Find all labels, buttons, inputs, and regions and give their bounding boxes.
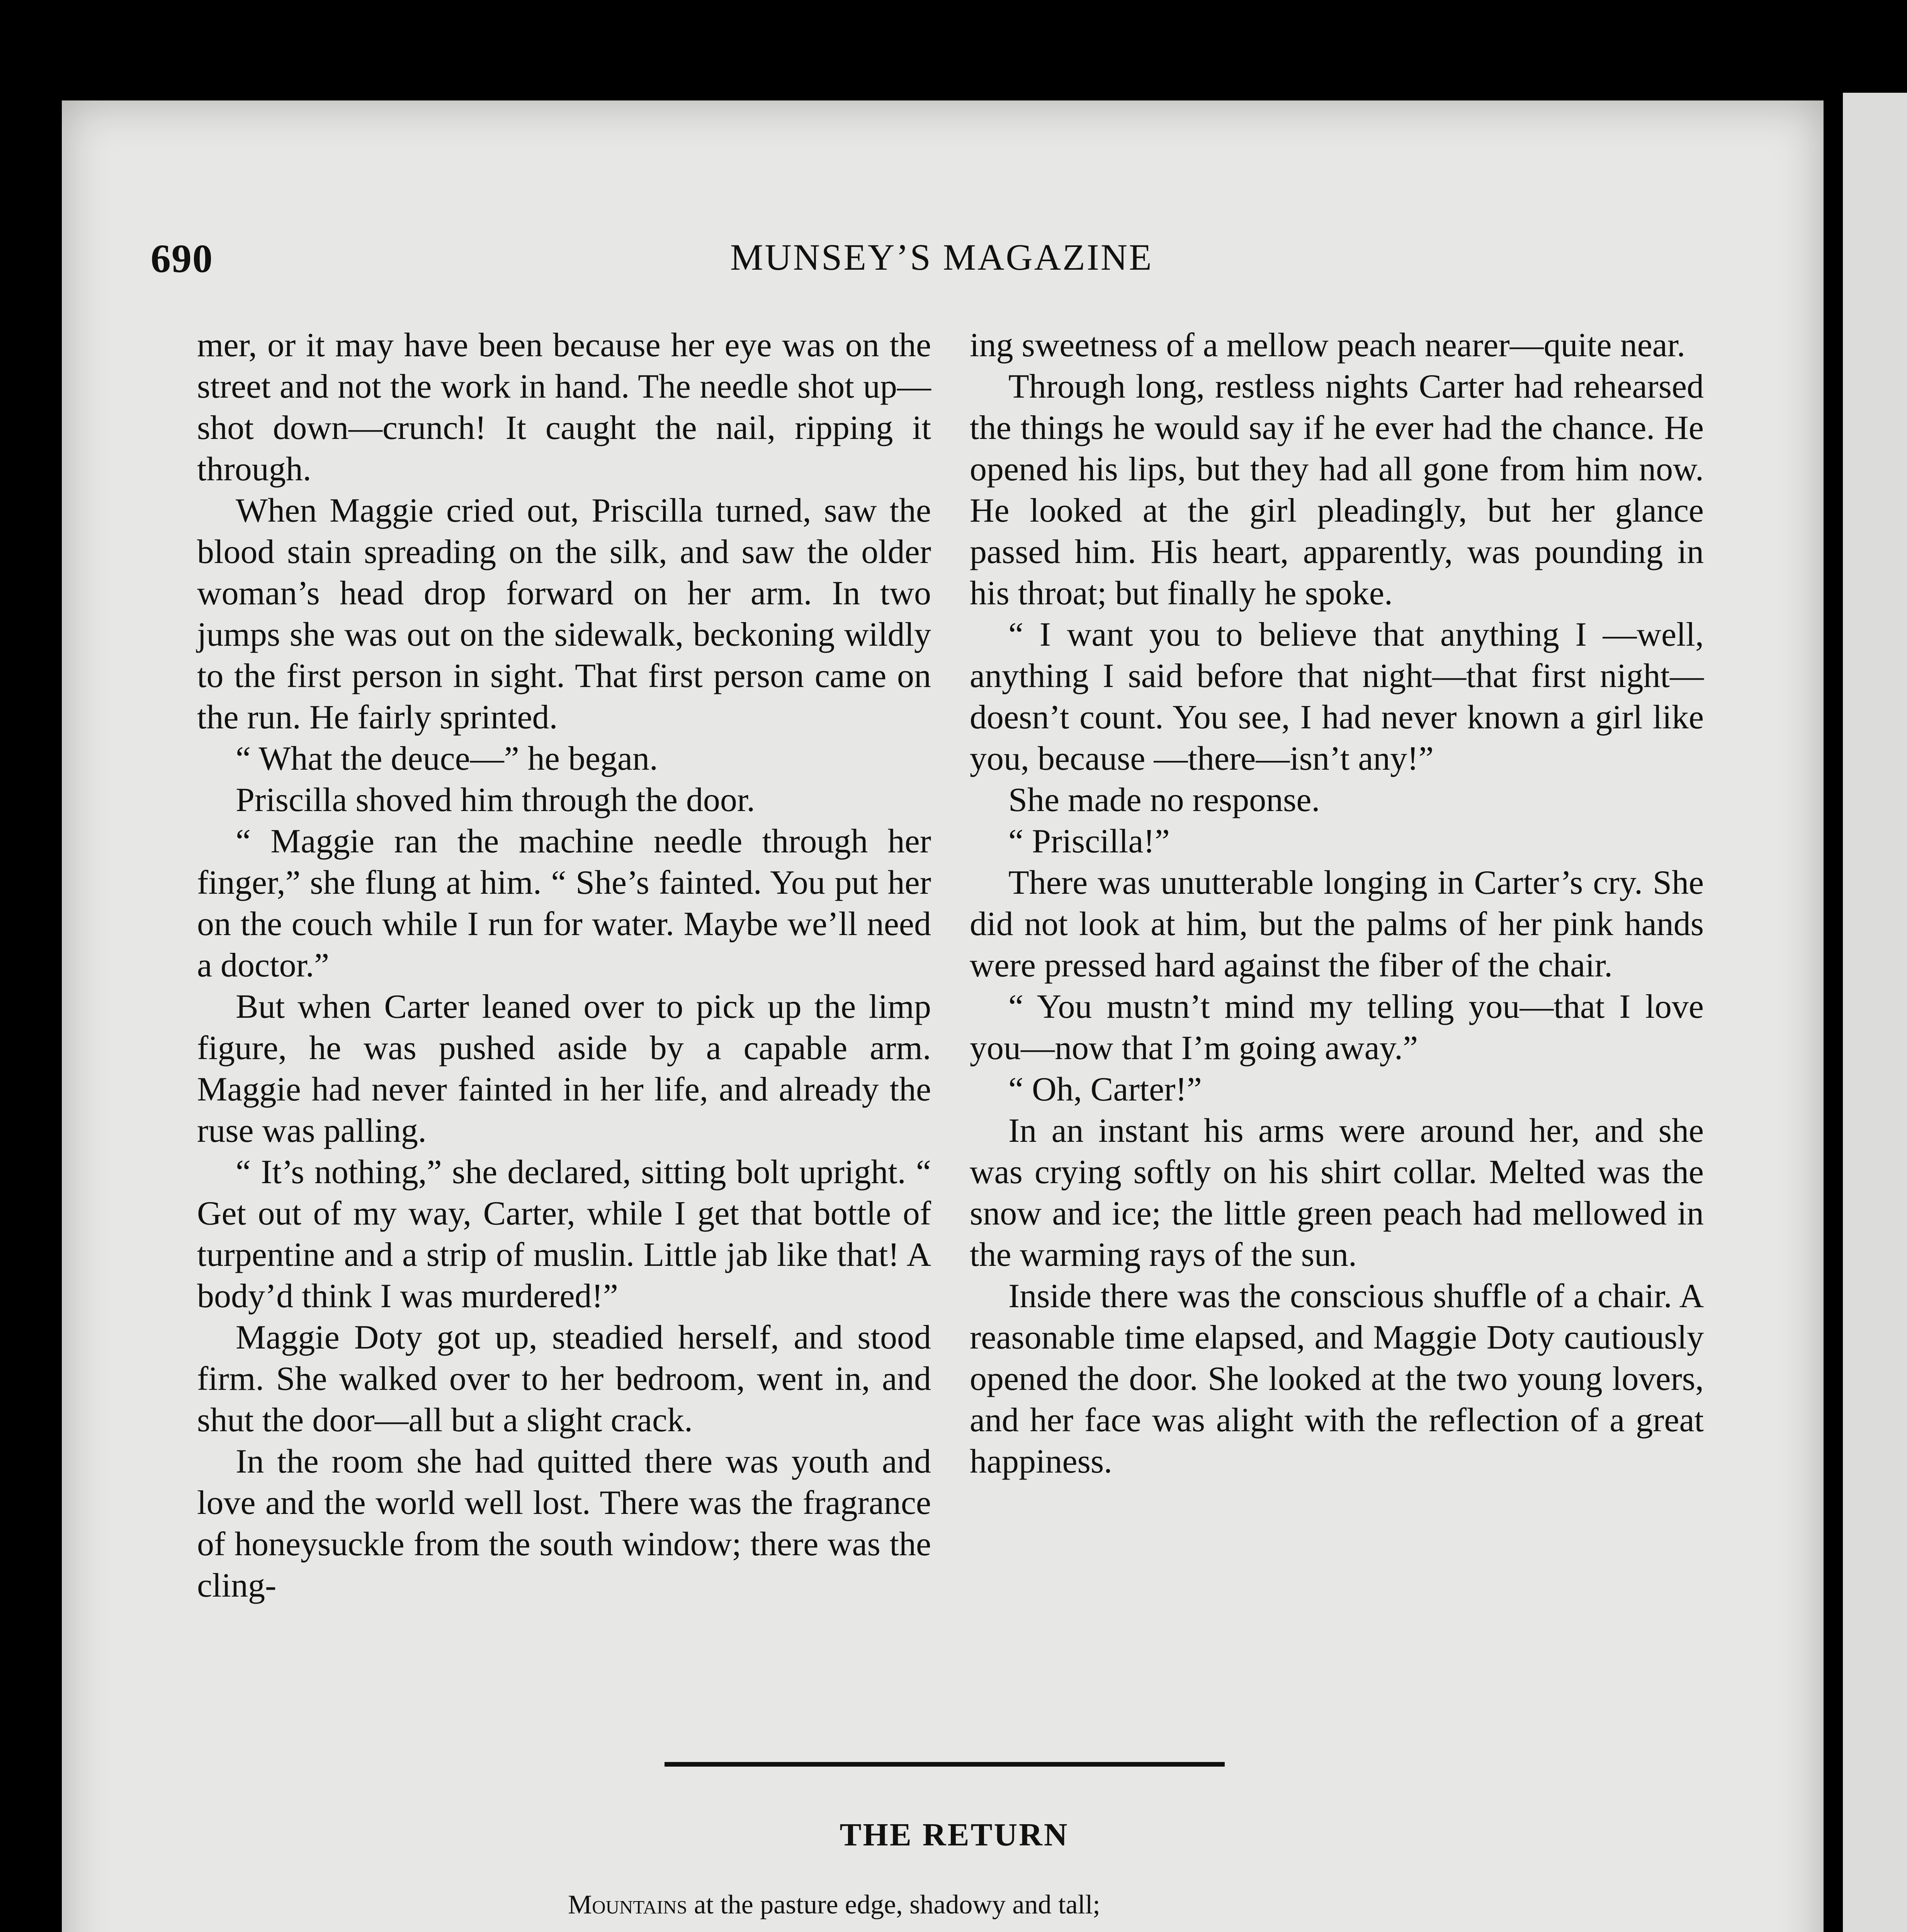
- facing-page-edge: [1843, 93, 1907, 1932]
- story-column-left: [197, 325, 931, 1606]
- poem-first-word: Mountains: [568, 1890, 687, 1920]
- story-paragraph: In an instant his arms were around her, and she was crying softly on his shirt collar. Melted was the snow and ice; the little green peach had mellowed in the warming rays of the sun.: [970, 1112, 1704, 1274]
- story-paragraph: Maggie Doty got up, steadied herself, and stood firm. She walked over to her bedroom, went in, and shut the door—all but a slight crack.: [197, 1319, 931, 1439]
- story-paragraph: ing sweetness of a mellow peach nearer—quite near.: [970, 327, 1686, 364]
- story-paragraph: Through long, restless nights Carter had rehearsed the things he would say if he ever had the chance. He opened his lips, but they had all gone from him now. He looked at the girl pleadingly, but her glance passed him. His heart, apparently, was pounding in his throat; but finally he spoke.: [970, 368, 1704, 612]
- poem: [568, 1816, 1642, 1932]
- story-paragraph: “ Oh, Carter!”: [1008, 1071, 1202, 1108]
- poem-title: THE RETURN: [840, 1817, 1069, 1853]
- page-number: 690: [151, 236, 213, 281]
- poem-line-text: at the pasture edge, shadowy and tall;: [687, 1890, 1100, 1920]
- story-paragraph: mer, or it may have been because her eye was on the street and not the work in hand. The needle shot up—shot down—crunch! It caught the nail, ripping it through.: [197, 327, 931, 488]
- page-header: [151, 236, 1194, 286]
- poem-line: [568, 1881, 1642, 1929]
- poem-stanzas: [568, 1881, 1642, 1932]
- story-paragraph: But when Carter leaned over to pick up the limp figure, he was pushed aside by a capable arm. Maggie had never fainted in her life, and already the ruse was palling.: [197, 988, 931, 1150]
- story-paragraph: When Maggie cried out, Priscilla turned, saw the blood stain spreading on the silk, and saw the older woman’s head drop forward on her arm. In two jumps she was out on the sidewalk, beckoning wildly to the first person in sight. That first person came on the run. He fairly sprinted.: [197, 492, 931, 736]
- poem-stanza: [568, 1881, 1642, 1932]
- running-title: MUNSEY’S MAGAZINE: [730, 236, 1153, 278]
- story-paragraph: “ You mustn’t mind my telling you—that I love you—now that I’m going away.”: [970, 988, 1704, 1067]
- story-paragraph: “ It’s nothing,” she declared, sitting bolt upright. “ Get out of my way, Carter, while I get that bottle of turpentine and a strip of muslin. Little jab like that! A body’d think I was murdered!”: [197, 1153, 931, 1315]
- poem-line: [568, 1929, 1642, 1932]
- story-paragraph: “ I want you to believe that anything I —well, anything I said before that night—that first night—doesn’t count. You see, I had never known a girl like you, because —there—isn’t any!”: [970, 616, 1704, 777]
- story-paragraph: “ Priscilla!”: [1008, 823, 1170, 860]
- story-paragraph: Priscilla shoved him through the door.: [236, 781, 755, 819]
- story-paragraph: Inside there was the conscious shuffle of a chair. A reasonable time elapsed, and Maggie Doty cautiously opened the door. She looked at the two young lovers, and her face was alight with the reflection of a great happiness.: [970, 1277, 1704, 1480]
- story-paragraph: “ Maggie ran the machine needle through her finger,” she flung at him. “ She’s fainted. You put her on the couch while I run for water. Maybe we’ll need a doctor.”: [197, 823, 931, 984]
- story-paragraph: “ What the deuce—” he began.: [236, 740, 658, 777]
- story-paragraph: In the room she had quitted there was youth and love and the world well lost. There was the fragrance of honeysuckle from the south window; there was the cling-: [197, 1443, 931, 1604]
- story-paragraph: She made no response.: [1008, 781, 1320, 819]
- story-paragraph: There was unutterable longing in Carter’s cry. She did not look at him, but the palms of her pink hands were pressed hard against the fiber of the chair.: [970, 864, 1704, 984]
- story-column-right: [970, 325, 1704, 1482]
- section-divider: [665, 1762, 1225, 1767]
